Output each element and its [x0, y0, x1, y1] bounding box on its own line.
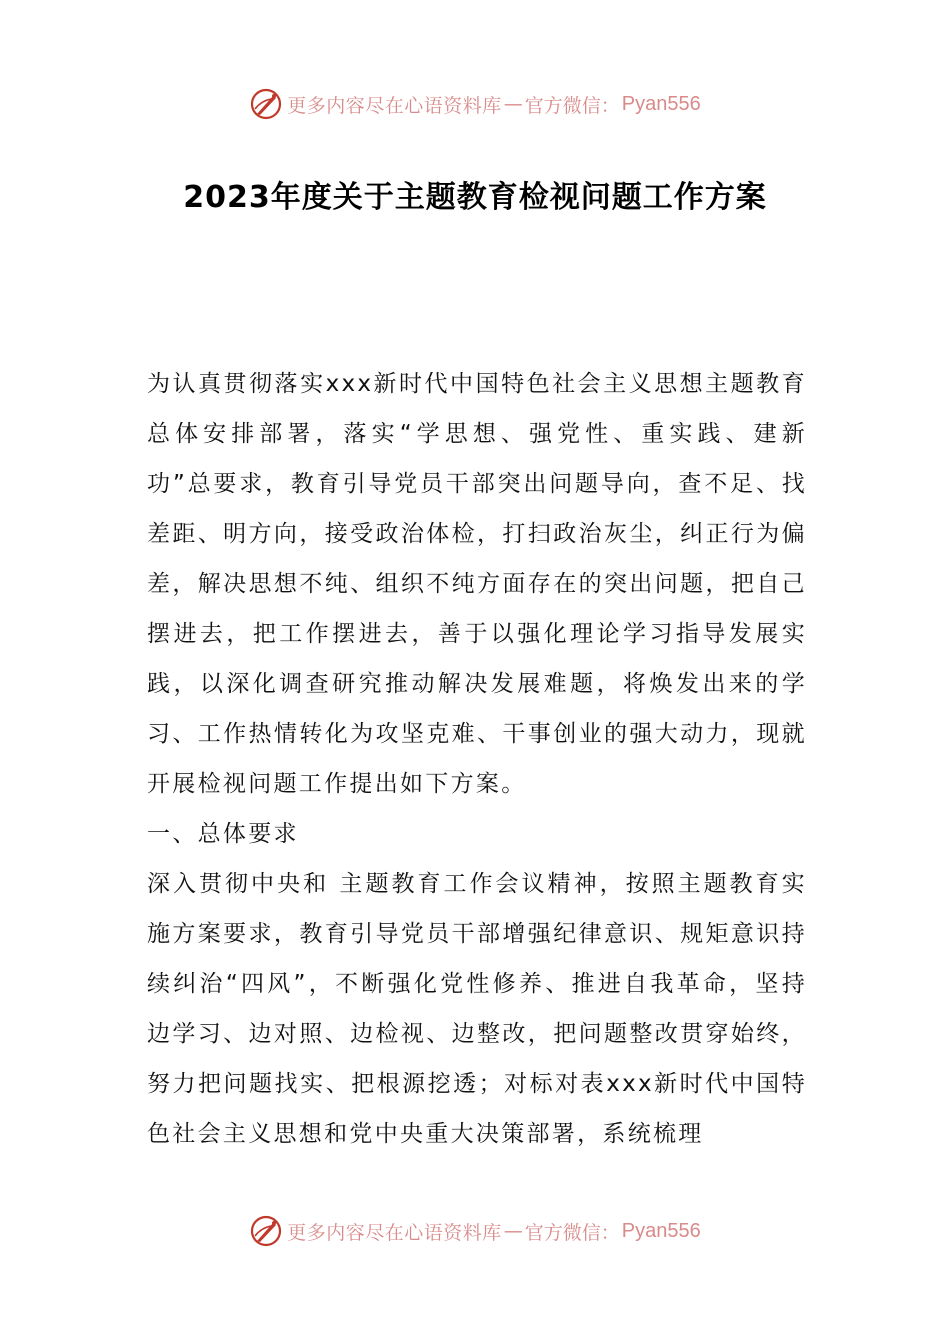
watermark-separator: —	[503, 93, 523, 115]
footer-watermark	[0, 1211, 950, 1251]
header-watermark	[0, 84, 950, 124]
paragraph-general-requirements: 深入贯彻中央和 主题教育工作会议精神，按照主题教育实施方案要求，教育引导党员干部增强纪律意识、规矩意识持续纠治“四风”，不断强化党性修养、推进自我革命，坚持边学习、边对照、边检视、边整改，把问题整改贯穿始终，努力把问题找实、把根源挖透；对标对表xxx新时代中国特色社会主义思想和党中央重大决策部署，系统梳理	[147, 871, 807, 1147]
watermark-official-label: 官方微信：	[524, 1221, 620, 1244]
document-title: 2023年度关于主题教育检视问题工作方案	[183, 180, 767, 215]
document-body	[147, 359, 807, 1159]
watermark-wechat-id: Pyan556	[621, 1219, 701, 1242]
watermark-text: 更多内容尽在心语资料库	[287, 1221, 502, 1244]
watermark-separator: —	[503, 1220, 523, 1242]
paragraph-intro: 为认真贯彻落实xxx新时代中国特色社会主义思想主题教育总体安排部署，落实“学思想、强党性、重实践、建新功”总要求，教育引导党员干部突出问题导向，查不足、找差距、明方向，接受政治体检，打扫政治灰尘，纠正行为偏差，解决思想不纯、组织不纯方面存在的突出问题，把自己摆进去，把工作摆进去，善于以强化理论学习指导发展实践，以深化调查研究推动解决发展难题，将焕发出来的学习、工作热情转化为攻坚克难、干事创业的强大动力，现就开展检视问题工作提出如下方案。	[147, 371, 807, 797]
watermark-wechat-id: Pyan556	[621, 92, 701, 115]
pen-quill-logo-icon	[249, 87, 283, 121]
watermark-official-label: 官方微信：	[524, 94, 620, 117]
watermark-text: 更多内容尽在心语资料库	[287, 94, 502, 117]
section-heading-general-requirements: 一、总体要求	[147, 821, 299, 847]
pen-quill-logo-icon	[249, 1214, 283, 1248]
